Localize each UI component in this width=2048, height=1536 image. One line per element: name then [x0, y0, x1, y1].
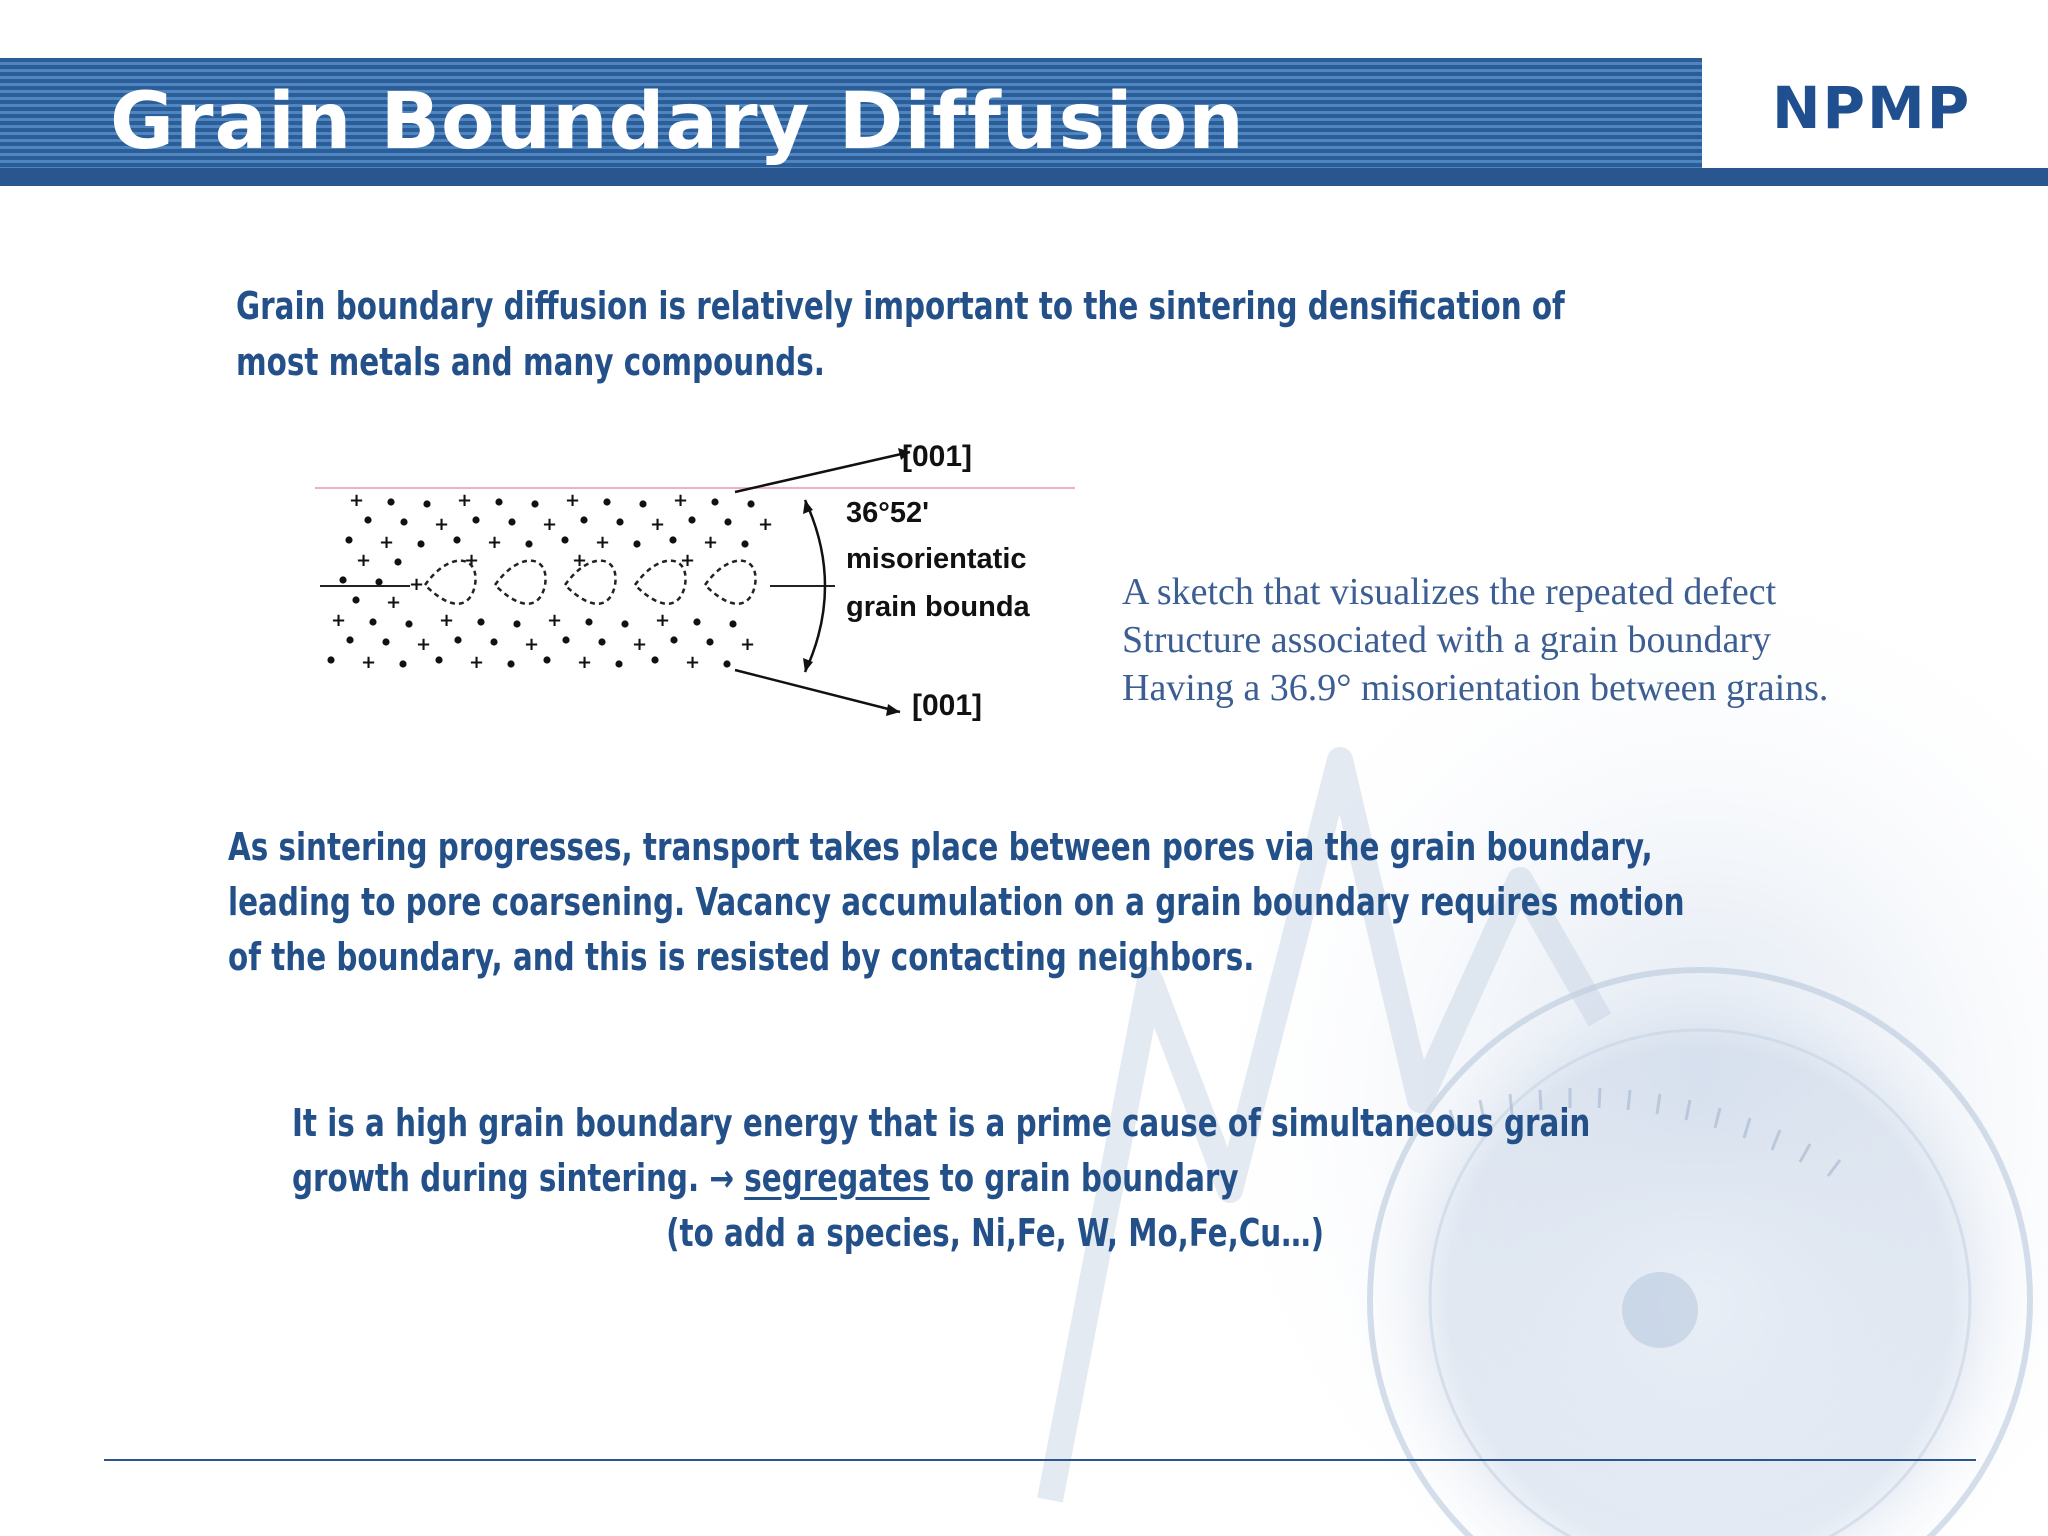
atom-mark: +	[703, 532, 719, 553]
atom-mark: +	[457, 490, 473, 511]
atom-mark: +	[434, 514, 450, 535]
atom-dot	[369, 618, 376, 625]
label-angle: 36°52'	[846, 497, 930, 529]
atom-mark: +	[673, 490, 689, 511]
atom-mark: +	[361, 652, 377, 673]
atom-dot	[472, 516, 479, 523]
caption-line-2: Structure associated with a grain boundary	[1122, 619, 1771, 661]
atom-dot	[598, 638, 605, 645]
atom-dot	[490, 638, 497, 645]
atom-dot	[670, 636, 677, 643]
species-list: (to add a species, Ni,Fe, W, Mo,Fe,Cu…)	[666, 1211, 1325, 1255]
atom-mark: +	[487, 532, 503, 553]
grain-boundary-sketch	[300, 430, 1080, 750]
caption-line-3: Having a 36.9° misorientation between grains.	[1122, 667, 1829, 709]
atom-dot	[651, 656, 658, 663]
atom-dot	[346, 636, 353, 643]
atom-mark: +	[740, 634, 756, 655]
sintering-paragraph: As sintering progresses, transport takes place between pores via the grain boundary, leading to pore coarsening. Vacancy accumulation on a grain boundary requires motion of the boundary, and this is resisted by contacting neighbors.	[228, 825, 1685, 979]
atom-dot	[562, 636, 569, 643]
atom-dot	[688, 516, 695, 523]
atom-mark: +	[524, 634, 540, 655]
atom-dot	[399, 660, 406, 667]
atom-dot	[345, 536, 352, 543]
label-bottom-001: [001]	[912, 689, 983, 722]
atom-dot	[747, 500, 754, 507]
atom-dot	[723, 660, 730, 667]
footer-divider	[104, 1459, 1976, 1461]
atom-mark: +	[542, 514, 558, 535]
atom-mark: +	[758, 514, 774, 535]
atom-dot	[580, 516, 587, 523]
atom-dot	[405, 620, 412, 627]
atom-mark: +	[469, 652, 485, 673]
caption-line-1: A sketch that visualizes the repeated defect	[1122, 571, 1777, 613]
atom-mark: +	[331, 610, 347, 631]
atom-dot	[711, 498, 718, 505]
atom-dot	[477, 618, 484, 625]
atom-mark: +	[416, 634, 432, 655]
atom-dot	[352, 596, 359, 603]
atom-dot	[495, 498, 502, 505]
energy-text-end: to grain boundary	[929, 1156, 1239, 1200]
atom-mark: +	[379, 532, 395, 553]
atom-mark: +	[655, 610, 671, 631]
atom-mark: +	[595, 532, 611, 553]
atom-mark: +	[650, 514, 666, 535]
figure-caption	[1122, 568, 1828, 712]
atom-dot	[507, 660, 514, 667]
atom-dot	[706, 638, 713, 645]
atom-dot	[585, 618, 592, 625]
label-top-001: [001]	[902, 440, 973, 473]
atom-dot	[364, 516, 371, 523]
label-grain-boundary: grain bounda	[846, 591, 1030, 623]
atom-dot	[616, 518, 623, 525]
atom-mark: +	[577, 652, 593, 673]
atom-mark: +	[685, 652, 701, 673]
atom-dot	[327, 656, 334, 663]
atom-dot	[435, 656, 442, 663]
atom-dot	[382, 638, 389, 645]
atom-dot	[417, 540, 424, 547]
energy-paragraph	[292, 1096, 1668, 1261]
atom-mark: +	[565, 490, 581, 511]
atom-dot	[531, 500, 538, 507]
intro-paragraph: Grain boundary diffusion is relatively important to the sintering densification of most metals and many compounds.	[236, 284, 1565, 384]
atom-dot	[454, 636, 461, 643]
atom-mark: +	[409, 574, 425, 595]
atom-dot	[375, 578, 382, 585]
atom-mark: +	[439, 610, 455, 631]
atom-mark: +	[464, 550, 480, 571]
atom-mark: +	[572, 550, 588, 571]
segregates-term: segregates	[744, 1156, 930, 1200]
atom-dot	[339, 576, 346, 583]
page-title: Grain Boundary Diffusion	[110, 77, 1245, 167]
atom-dot	[615, 660, 622, 667]
atom-mark: +	[680, 550, 696, 571]
atom-dot	[693, 618, 700, 625]
atom-dot	[669, 536, 676, 543]
atom-dot	[621, 620, 628, 627]
atom-mark: +	[356, 550, 372, 571]
label-misorientation: misorientatic	[846, 543, 1027, 575]
atom-dot	[729, 620, 736, 627]
atom-dot	[639, 500, 646, 507]
atom-dot	[387, 498, 394, 505]
atom-dot	[561, 536, 568, 543]
atom-dot	[525, 540, 532, 547]
atom-dot	[603, 498, 610, 505]
atom-dot	[453, 536, 460, 543]
atom-dot	[724, 518, 731, 525]
atom-dot	[633, 540, 640, 547]
atom-dot	[394, 558, 401, 565]
atom-mark: +	[386, 592, 402, 613]
atom-dot	[423, 500, 430, 507]
atom-dot	[400, 518, 407, 525]
energy-text: It is a high grain boundary energy that is a prime cause of simultaneous grain growth during sintering. →	[292, 1101, 1591, 1200]
atom-dot	[513, 620, 520, 627]
atom-dot	[741, 540, 748, 547]
atom-mark: +	[349, 490, 365, 511]
atom-mark: +	[632, 634, 648, 655]
atom-dot	[508, 518, 515, 525]
atom-dot	[543, 656, 550, 663]
logo: NPMP	[1772, 74, 1972, 142]
atom-mark: +	[547, 610, 563, 631]
